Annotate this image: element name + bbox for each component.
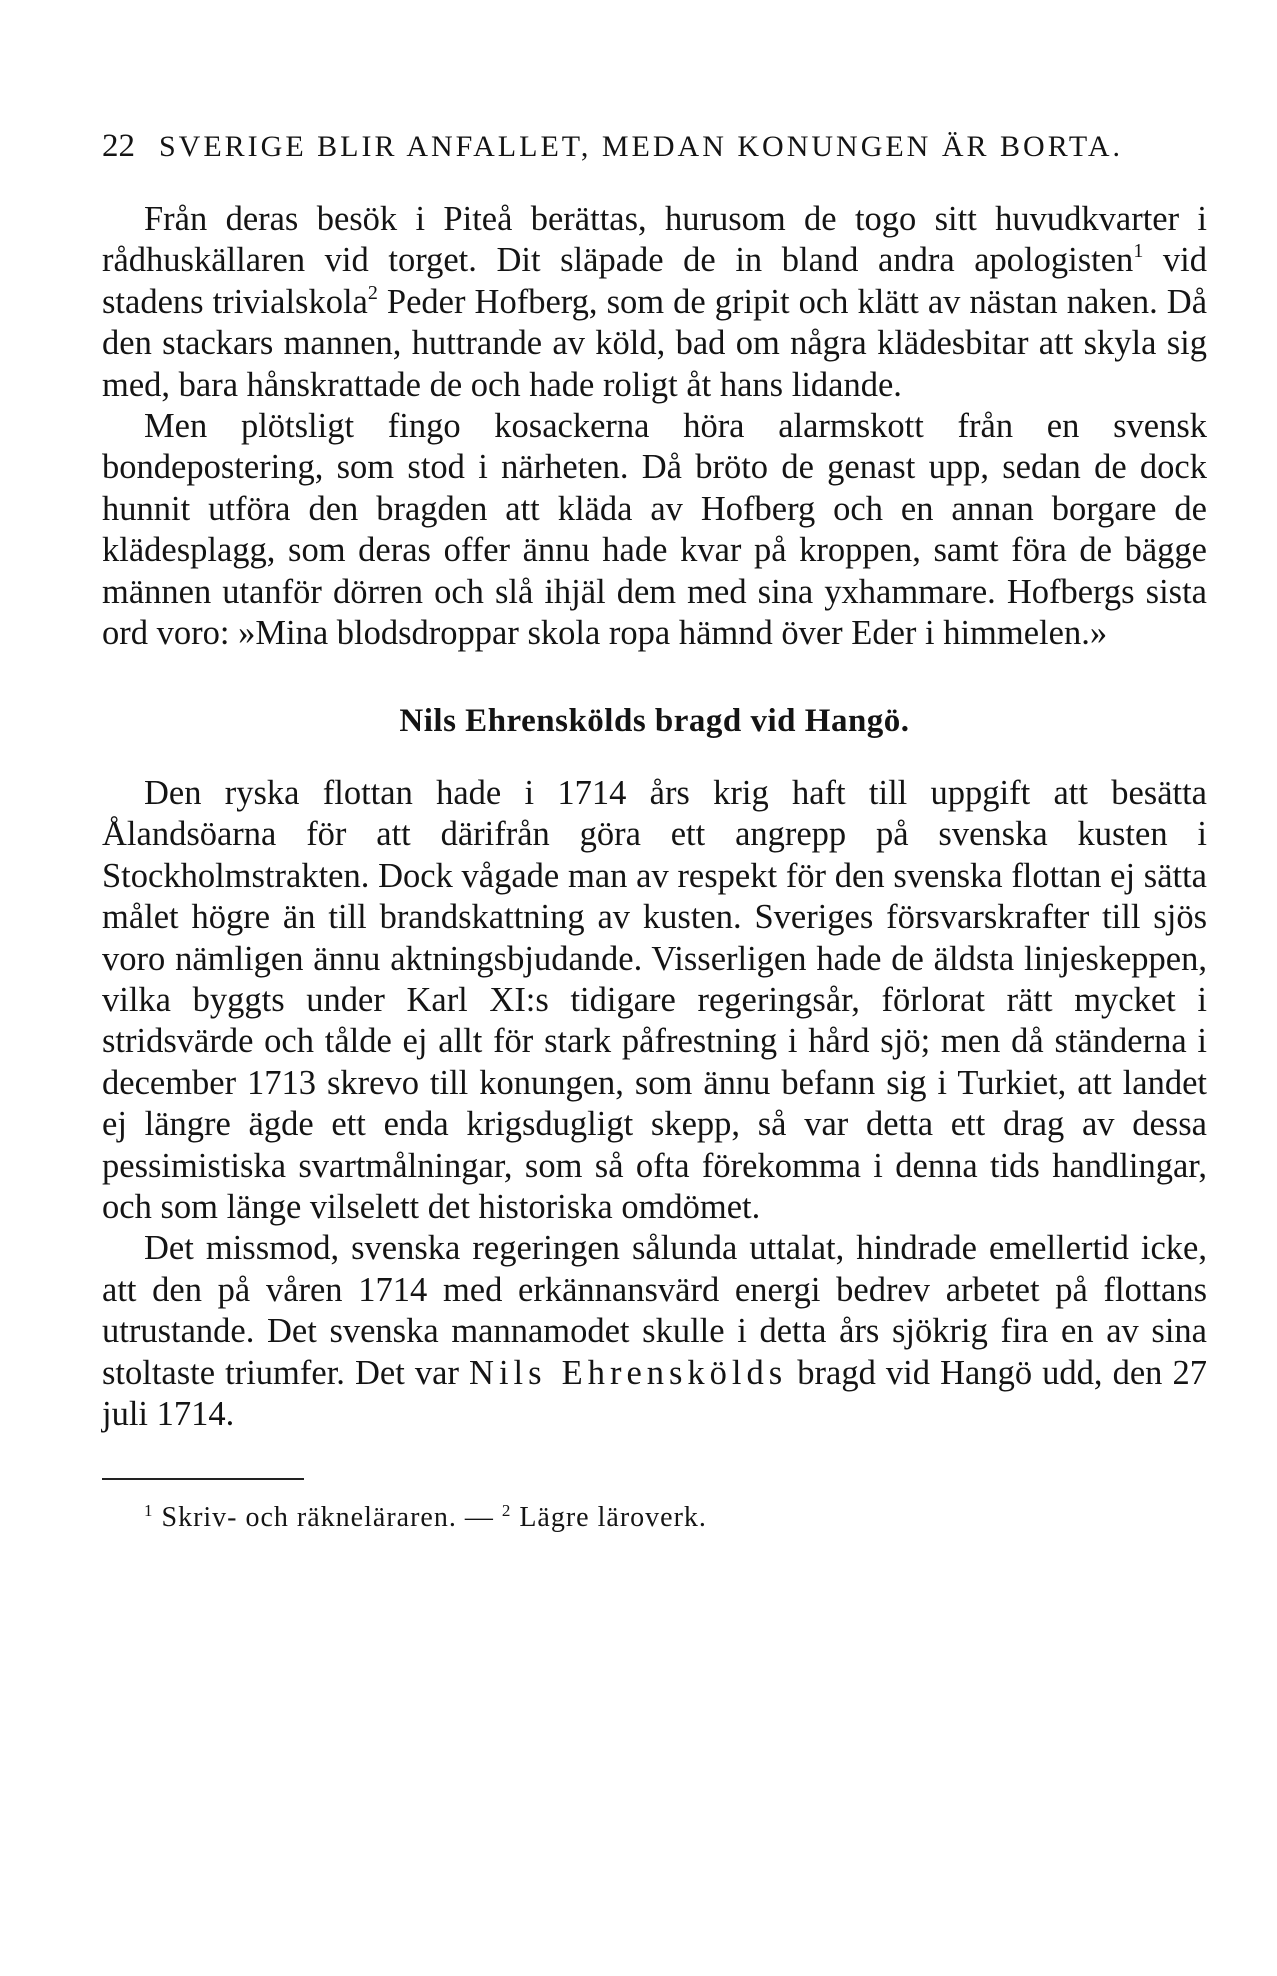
paragraph-ryska-flottan: Den ryska flottan hade i 1714 års krig haft till uppgift att besätta Ålandsöarna för att därifrån göra ett angrepp på svenska kusten i Stockholmstrakten. Dock vågade man av respekt för den svenska flottan ej sätta målet högre än till brandskattning av kusten. Sveriges försvarskrafter till sjös voro nämligen ännu aktningsbjudande. Visserligen hade de äldsta linjeskeppen, vilka byggts under Karl XI:s tidigare regeringsår, förlorat rätt mycket i stridsvärde och tålde ej allt för stark påfrestning i hård sjö; men då ständerna i december 1713 skrevo till konungen, som ännu befann sig i Turkiet, att landet ej längre ägde ett enda krigsdugligt skepp, så var detta ett drag av dessa pessimistiska svartmålningar, som så ofta förekomma i denna tids handlingar, och som länge vilselett det historiska omdömet. xyxy=(102,773,1207,1226)
running-title: SVERIGE BLIR ANFALLET, MEDAN KONUNGEN ÄR BORTA. xyxy=(159,130,1123,163)
footnotes xyxy=(102,1502,1207,1534)
body-text xyxy=(102,199,1207,1435)
footnote-1-text: Skriv- och räkneläraren. — xyxy=(153,1502,502,1534)
footnote-marker-2: 2 xyxy=(501,1501,512,1521)
paragraph-piteå xyxy=(102,199,1207,406)
paragraph-text: Från deras besök i Piteå berättas, hurusom de togo sitt huvudkvarter i rådhuskällaren vid torget. Dit släpade de in bland andra apologisten xyxy=(102,200,1207,280)
footnote-ref-2: 2 xyxy=(367,281,378,304)
paragraph-text: bragd vid Hangö udd, den 27 juli 1714. xyxy=(102,1353,1207,1433)
spaced-name: Nils Ehrenskölds xyxy=(469,1353,788,1392)
page-number: 22 xyxy=(102,128,135,164)
paragraph-text: vid stadens trivialskola xyxy=(102,241,1207,321)
footnote-2-text: Lägre läroverk. xyxy=(511,1502,707,1534)
footnote-marker-1: 1 xyxy=(144,1501,154,1521)
paragraph-kosackerna: Men plötsligt fingo kosackerna höra alarmskott från en svensk bondepostering, som stod i närheten. Då bröto de genast upp, sedan de dock hunnit utföra den bragden att kläda av Hofberg och en annan borgare de klädesplagg, som deras offer ännu hade kvar på kroppen, samt föra de bägge männen utanför dörren och slå ihjäl dem med sina yxhammare. Hofbergs sista ord voro: »Mina blodsdroppar skola ropa hämnd över Eder i himmelen.» xyxy=(102,407,1207,653)
running-head xyxy=(102,128,1207,165)
section-heading: Nils Ehrenskölds bragd vid Hangö. xyxy=(399,703,910,740)
paragraph-text: Det missmod, svenska regeringen sålunda uttalat, hindrade emellertid icke, att den på våren 1714 med erkännansvärd energi bedrev arbetet på flottans utrustande. Det svenska mannamodet skulle i detta års sjökrig fira en av sina stoltaste triumfer. Det var xyxy=(102,1229,1207,1392)
footnote-ref-1: 1 xyxy=(1133,240,1144,263)
footnote-divider xyxy=(102,1478,304,1480)
paragraph-text: Peder Hofberg, som de gripit och klätt av nästan naken. Då den stackars mannen, huttrande av köld, bad om några klädesbitar att skyla sig med, bara hånskrattade de och hade roligt åt hans lidande. xyxy=(102,282,1208,404)
paragraph-missmod xyxy=(102,1228,1207,1435)
